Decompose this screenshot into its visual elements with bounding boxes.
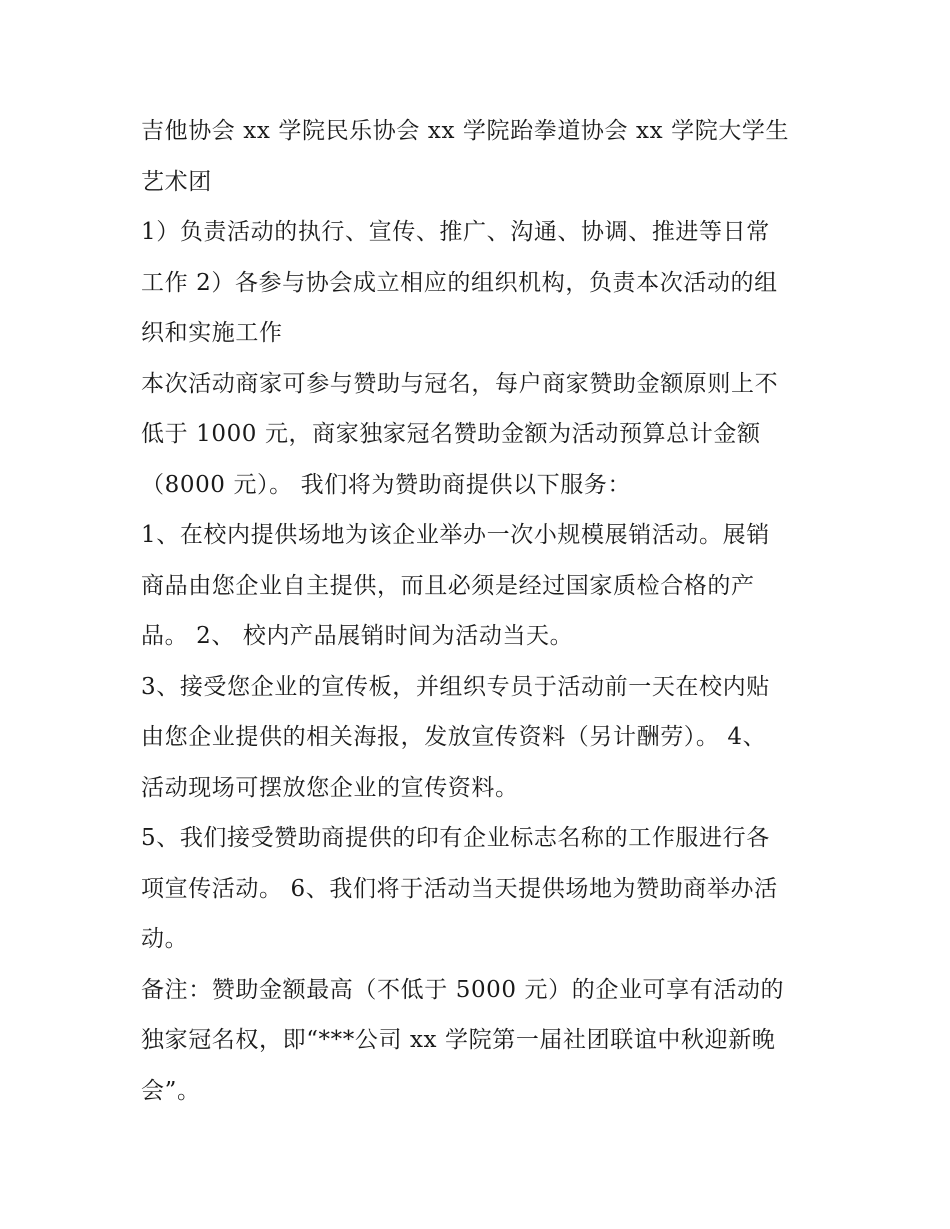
text-line: 织和实施工作 [141, 320, 283, 346]
text-line: （8000 元）。 我们将为赞助商提供以下服务： [141, 471, 632, 498]
text-line: 独家冠名权，即“***公司 xx 学院第一届社团联谊中秋迎新晚 [141, 1027, 776, 1053]
text-line: 艺术团 [141, 168, 212, 195]
text-line: 1、在校内提供场地为该企业举办一次小规模展销活动。展销 [141, 522, 770, 548]
text-line: 动。 [141, 926, 189, 952]
text-line: 备注：赞助金额最高（不低于 5000 元）的企业可享有活动的 [141, 976, 785, 1003]
text-line: 3、接受您企业的宣传板，并组织专员于活动前一天在校内贴 [141, 673, 770, 700]
text-line: 本次活动商家可参与赞助与冠名，每户商家赞助金额原则上不 [141, 370, 779, 397]
text-line: 低于 1000 元，商家独家冠名赞助金额为活动预算总计金额 [141, 421, 761, 447]
text-line: 会”。 [141, 1077, 201, 1104]
text-line: 工作 2）各参与协会成立相应的组织机构，负责本次活动的组 [141, 269, 778, 296]
text-line: 项宣传活动。 6、我们将于活动当天提供场地为赞助商举办活 [141, 875, 778, 902]
text-line: 品。 2、 校内产品展销时间为活动当天。 [141, 623, 574, 649]
text-line: 商品由您企业自主提供，而且必须是经过国家质检合格的产 [141, 572, 755, 599]
text-line: 5、我们接受赞助商提供的印有企业标志名称的工作服进行各 [141, 825, 770, 851]
text-line: 活动现场可摆放您企业的宣传资料。 [141, 774, 519, 801]
document-body [141, 106, 831, 1116]
text-line: 1）负责活动的执行、宣传、推广、沟通、协调、推进等日常 [141, 219, 770, 245]
text-line: 吉他协会 xx 学院民乐协会 xx 学院跆拳道协会 xx 学院大学生 [141, 118, 790, 144]
text-line: 由您企业提供的相关海报，发放宣传资料（另计酬劳）。 4、 [141, 724, 767, 750]
